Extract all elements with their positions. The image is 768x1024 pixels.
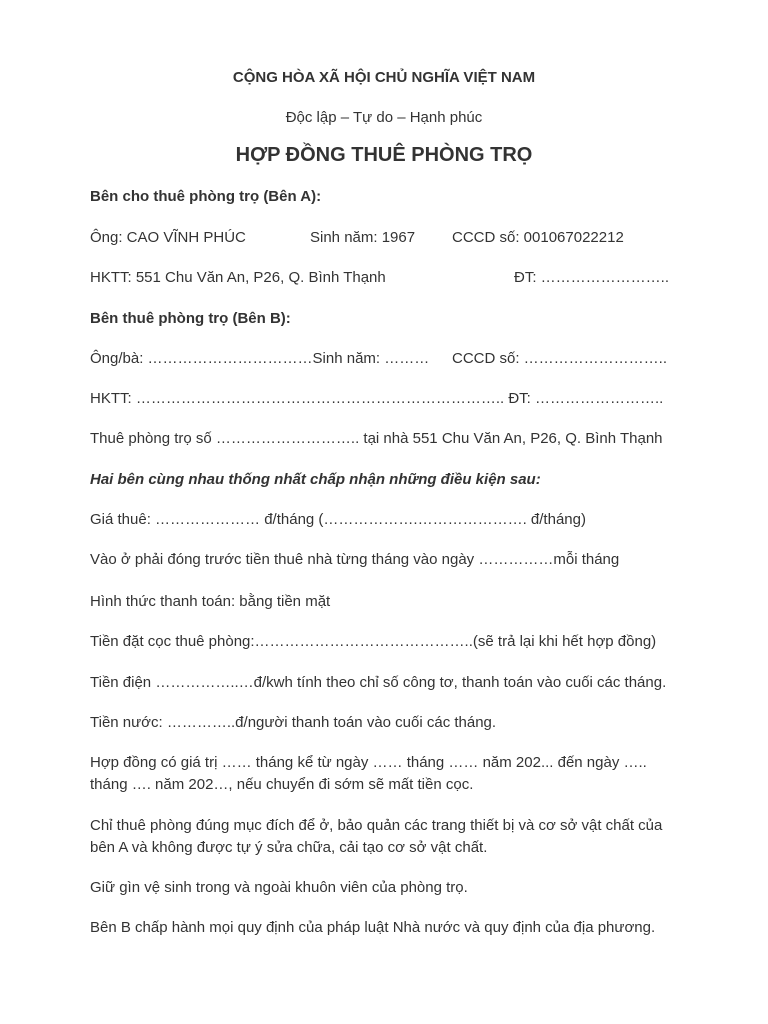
terms-intro: Hai bên cùng nhau thống nhất chấp nhận những điều kiện sau: [90, 471, 541, 488]
term-purpose: Chỉ thuê phòng đúng mục đích để ở, bảo quản các trang thiết bị và cơ sở vật chất của bên A và không được tự ý sửa chữa, cải tạo cơ sở vật chất. [90, 817, 663, 856]
term-payment-method: Hình thức thanh toán: bằng tiền mặt [90, 593, 331, 610]
term-deposit: Tiền đặt cọc thuê phòng:……………………………………..(sẽ trả lại khi hết hợp đồng) [90, 633, 657, 650]
term-hygiene: Giữ gìn vệ sinh trong và ngoài khuôn viên của phòng trọ. [90, 879, 468, 896]
term-water: Tiền nước: …………..đ/người thanh toán vào cuối các tháng. [90, 714, 497, 731]
term-electricity: Tiền điện ……………..…đ/kwh tính theo chỉ số công tơ, thanh toán vào cuối các tháng. [90, 674, 667, 691]
party-a-name: Ông: CAO VĨNH PHÚC [90, 229, 246, 246]
term-rent: Giá thuê: ………………… đ/tháng (……………….…………………. đ/tháng) [90, 511, 586, 528]
term-payment-day: Vào ở phải đóng trước tiền thuê nhà từng tháng vào ngày ……………mỗi tháng [90, 551, 620, 568]
party-a-id: CCCD số: 001067022212 [452, 229, 624, 246]
party-a-heading: Bên cho thuê phòng trọ (Bên A): [90, 188, 322, 205]
party-b-id: CCCD số: ……………………….. [452, 350, 668, 367]
country-heading: CỘNG HÒA XÃ HỘI CHỦ NGHĨA VIỆT NAM [232, 69, 536, 86]
party-b-room: Thuê phòng trọ số ……………………….. tại nhà 551 Chu Văn An, P26, Q. Bình Thạnh [90, 430, 663, 447]
document-title: HỢP ĐỒNG THUÊ PHÒNG TRỌ [235, 144, 533, 166]
party-a-phone: ĐT: …………………….. [514, 269, 670, 286]
motto: Độc lập – Tự do – Hạnh phúc [285, 109, 483, 126]
party-a-address: HKTT: 551 Chu Văn An, P26, Q. Bình Thạnh [90, 269, 386, 286]
party-b-address: HKTT: ……………………………………………………………….. ĐT: …………………….. [90, 390, 664, 407]
term-validity: Hợp đồng có giá trị …… tháng kể từ ngày …… tháng …… năm 202... đến ngày ….. tháng …. năm 202…, nếu chuyển đi sớm sẽ mất tiền cọc. [90, 754, 647, 793]
party-b-name: Ông/bà: ……………………………Sinh năm: ……… [90, 350, 430, 367]
party-b-heading: Bên thuê phòng trọ (Bên B): [90, 310, 291, 327]
term-law: Bên B chấp hành mọi quy định của pháp luật Nhà nước và quy định của địa phương. [90, 919, 656, 936]
party-a-birth: Sinh năm: 1967 [310, 229, 416, 246]
